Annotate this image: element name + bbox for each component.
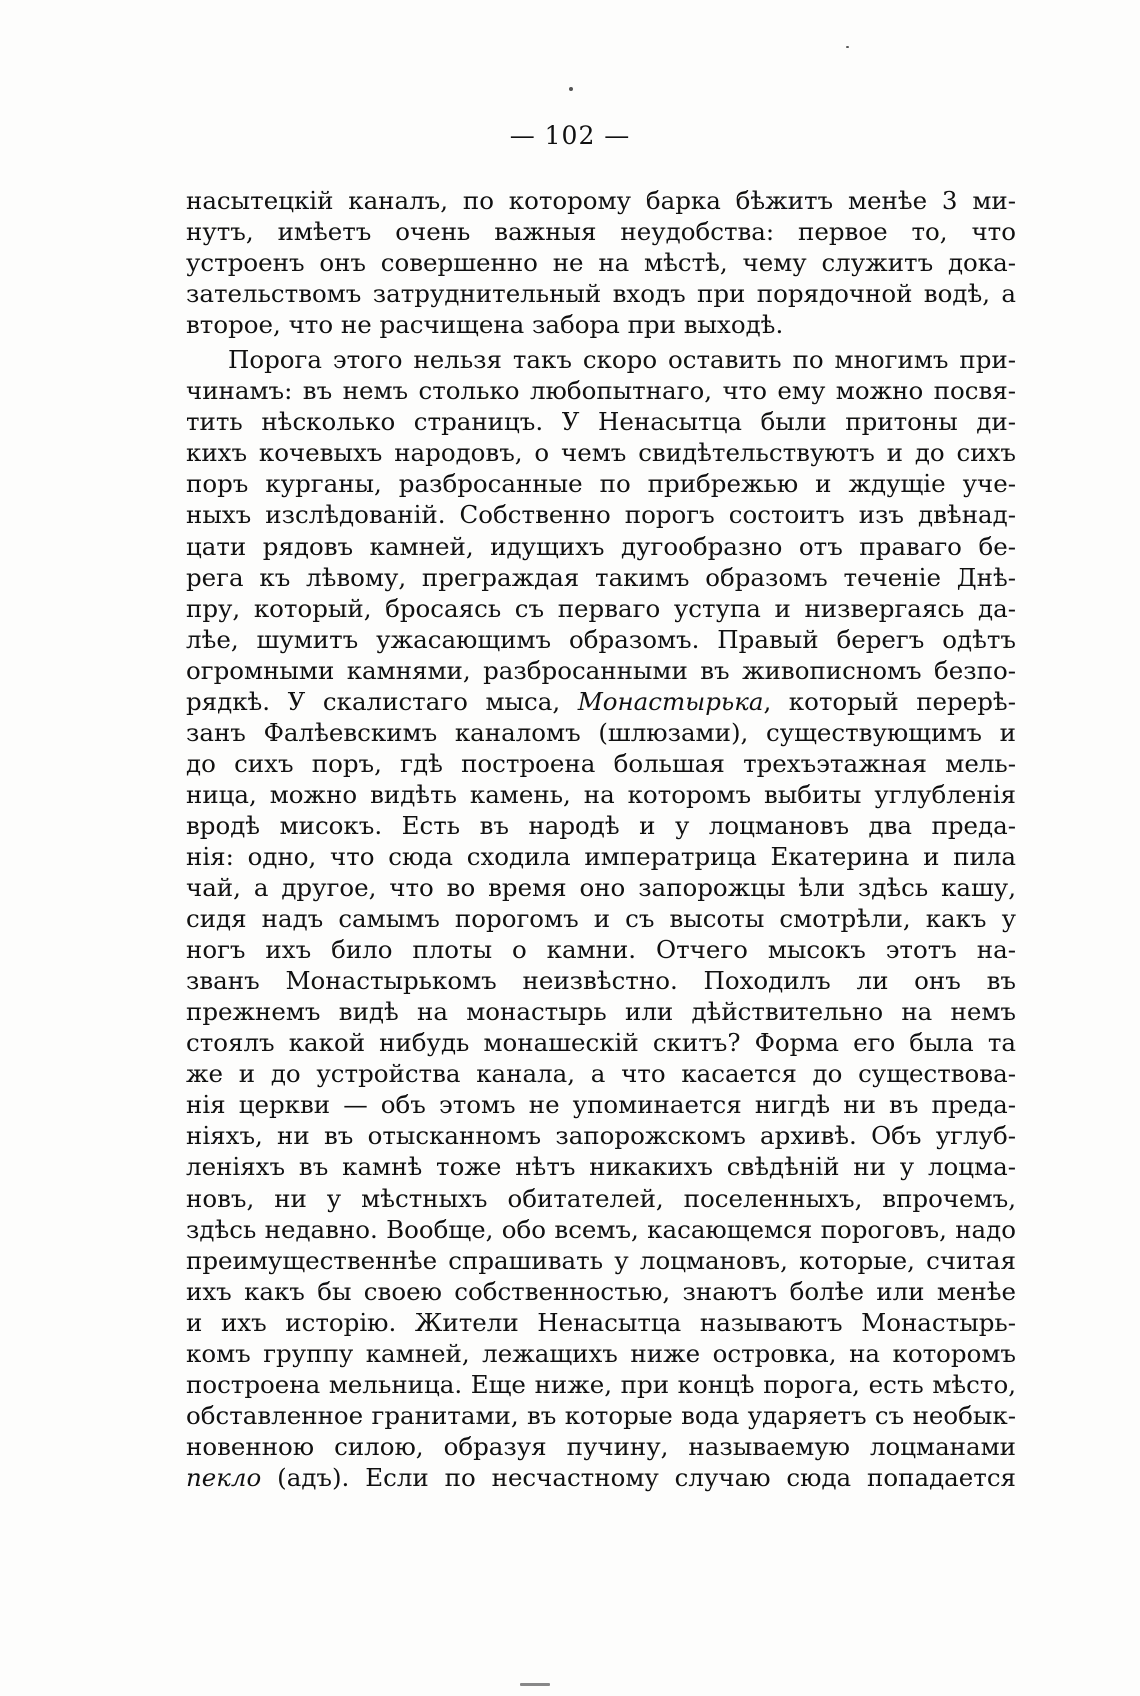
text-line: ница, можно видѣть камень, на которомъ выбиты углубленія (186, 779, 1016, 809)
text-line: кихъ кочевыхъ народовъ, о чемъ свидѣтельствуютъ и до сихъ (186, 438, 1016, 468)
paragraph-2 (186, 344, 1016, 1493)
text-line: вродѣ мисокъ. Есть въ народѣ и у лоцмановъ два преда- (186, 810, 1016, 840)
text-line: построена мельница. Еще ниже, при концѣ порога, есть мѣсто, (186, 1369, 1016, 1399)
italic-place-name: Монастырька (577, 686, 764, 716)
ink-speck (846, 46, 849, 48)
text-line: устроенъ онъ совершенно не на мѣстѣ, чему служитъ дока- (186, 248, 1016, 278)
text-line: новъ, ни у мѣстныхъ обитателей, поселенныхъ, впрочемъ, (186, 1183, 1016, 1213)
text-line: цати рядовъ камней, идущихъ дугообразно отъ праваго бе- (186, 531, 1016, 561)
text-line: и ихъ исторію. Жители Ненасытца называютъ Монастырь- (186, 1307, 1016, 1337)
text-line: лѣе, шумитъ ужасающимъ образомъ. Правый берегъ одѣтъ (186, 624, 1016, 654)
text-line: ногъ ихъ било плоты о камни. Отчего мысокъ этотъ на- (186, 935, 1016, 965)
text-line: тить нѣсколько страницъ. У Ненасытца были притоны ди- (186, 407, 1016, 437)
text-line: комъ группу камней, лежащихъ ниже островка, на которомъ (186, 1338, 1016, 1368)
text-line: сидя надъ самымъ порогомъ и съ высоты смотрѣли, какъ у (186, 904, 1016, 934)
text-run: , который перерѣ- (763, 686, 1016, 716)
text-line: второе, что не расчищена забора при выходѣ. (186, 310, 784, 340)
text-line: прежнемъ видѣ на монастырь или дѣйствительно на немъ (186, 997, 1016, 1027)
text-line: же и до устройства канала, а что касается до существова- (186, 1059, 1016, 1089)
italic-word: пекло (186, 1462, 262, 1492)
body-text (186, 185, 1016, 1493)
ink-speck (569, 87, 573, 91)
text-line: новенною силою, образуя пучину, называемую лоцманами (186, 1431, 1016, 1461)
text-line: ніяхъ, ни въ отысканномъ запорожскомъ архивѣ. Объ углуб- (186, 1121, 1016, 1151)
text-line: обставленное гранитами, въ которые вода ударяетъ съ необык- (186, 1400, 1016, 1430)
text-line (186, 686, 1016, 717)
text-line: нія церкви — объ этомъ не упоминается нигдѣ ни въ преда- (186, 1090, 1016, 1120)
text-line (186, 1462, 1016, 1493)
text-line: Порога этого нельзя такъ скоро оставить по многимъ при- (228, 345, 1016, 375)
text-line: насытецкій каналъ, по которому барка бѣжитъ менѣе 3 ми- (186, 186, 1016, 215)
text-line: преимущественнѣе спрашивать у лоцмановъ, которые, считая (186, 1245, 1016, 1275)
text-line: огромными камнями, разбросанными въ живописномъ безпо- (186, 655, 1016, 685)
ink-speck (520, 1683, 550, 1686)
text-line: поръ курганы, разбросанные по прибрежью и ждущіе уче- (186, 469, 1016, 499)
text-line: стоялъ какой нибудь монашескій скитъ? Форма его была та (186, 1028, 1016, 1058)
text-line: ихъ какъ бы своею собственностью, знаютъ болѣе или менѣе (186, 1276, 1016, 1306)
text-line: до сихъ поръ, гдѣ построена большая трехъэтажная мель- (186, 748, 1016, 778)
text-line: леніяхъ въ камнѣ тоже нѣтъ никакихъ свѣдѣній ни у лоцма- (186, 1152, 1016, 1182)
text-line: чинамъ: въ немъ столько любопытнаго, что ему можно посвя- (186, 376, 1016, 406)
paragraph-1 (186, 185, 1016, 340)
text-line: зательствомъ затруднительный входъ при порядочной водѣ, а (186, 279, 1016, 309)
text-line: нія: одно, что сюда сходила императрица Екатерина и пила (186, 841, 1016, 871)
text-line: званъ Монастырькомъ неизвѣстно. Походилъ ли онъ въ (186, 966, 1016, 996)
page-number: — 102 — (509, 121, 631, 150)
text-run: рядкѣ. У скалистаго мыса, (186, 686, 578, 716)
text-line: занъ Фалѣевскимъ каналомъ (шлюзами), существующимъ и (186, 717, 1016, 747)
text-line: чай, а другое, что во время оно запорожцы ѣли здѣсь кашу, (186, 873, 1016, 903)
text-line: рега къ лѣвому, преграждая такимъ образомъ теченіе Днѣ- (186, 562, 1016, 592)
text-line: пру, который, бросаясь съ перваго уступа и низвергаясь да- (186, 593, 1016, 623)
text-line: нутъ, имѣетъ очень важныя неудобства: первое то, что (186, 217, 1016, 247)
text-run: (адъ). Если по несчастному случаю сюда попадается (261, 1462, 1016, 1492)
text-line: здѣсь недавно. Вообще, обо всемъ, касающемся пороговъ, надо (186, 1214, 1016, 1244)
text-line: ныхъ изслѣдованій. Собственно порогъ состоитъ изъ двѣнад- (186, 500, 1016, 530)
